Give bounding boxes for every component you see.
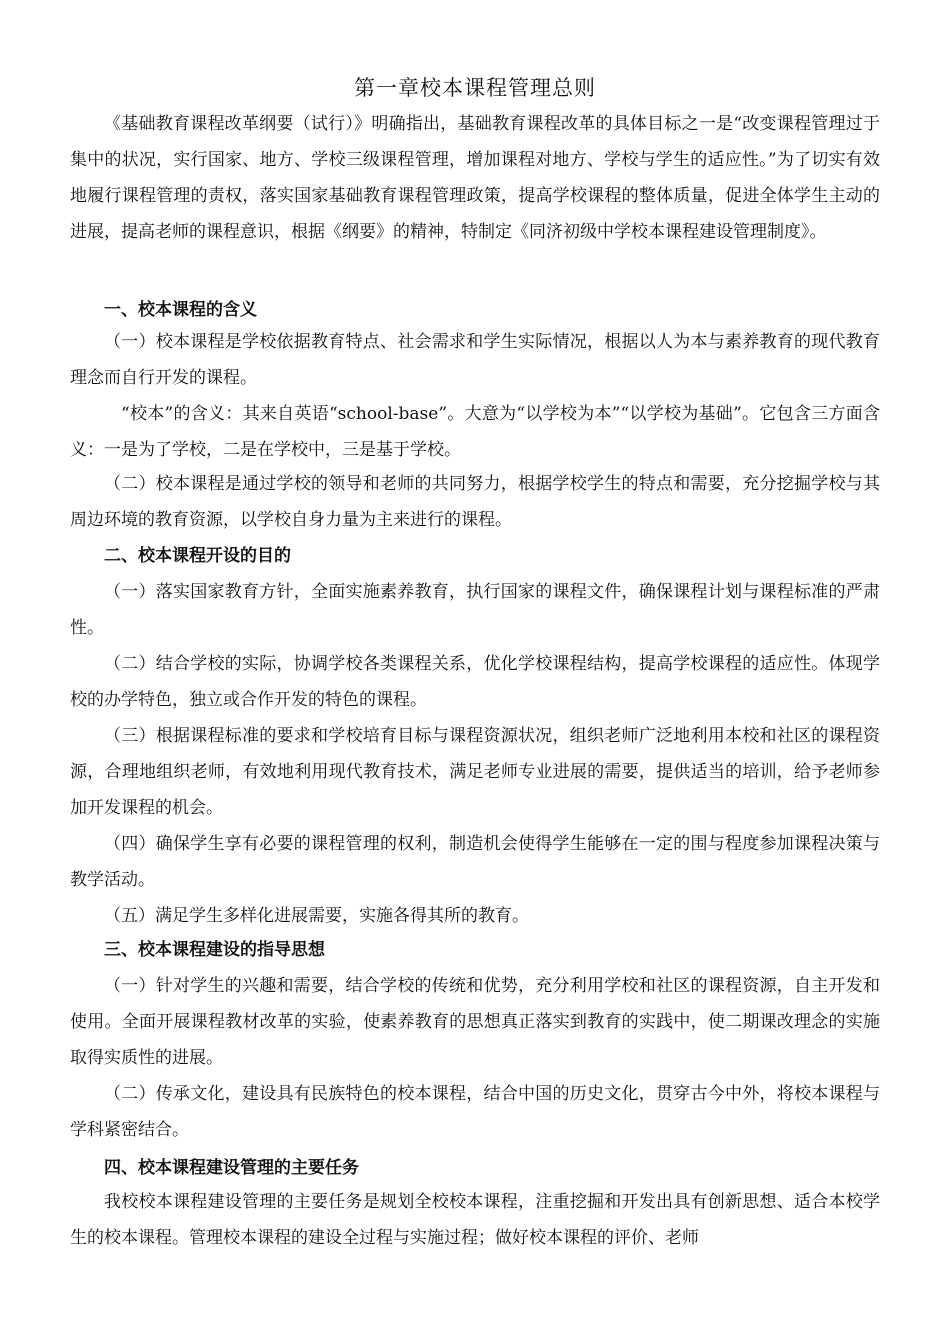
section-1-paragraph-1: （一）校本课程是学校依据教育特点、社会需求和学生实际情况，根据以人为本与素养教育的现代教育理念而自行开发的课程。 (70, 332, 880, 388)
section-3-paragraph-1: （一）针对学生的兴趣和需要，结合学校的传统和优势，充分利用学校和社区的课程资源，自主开发和使用。全面开展课程教材改革的实验，使素养教育的思想真正落实到教育的实践中，使二期课改理念的实施取得实质性的进展。 (70, 976, 880, 1068)
chapter-title: 第一章校本课程管理总则 (354, 76, 596, 100)
section-2-paragraph-2: （二）结合学校的实际，协调学校各类课程关系，优化学校课程结构，提高学校课程的适应性。体现学校的办学特色，独立或合作开发的特色的课程。 (70, 654, 880, 710)
section-1-heading: 一、校本课程的含义 (104, 300, 257, 320)
section-4-paragraph-1: 我校校本课程建设管理的主要任务是规划全校校本课程，注重挖掘和开发出具有创新思想、适合本校学生的校本课程。管理校本课程的建设全过程与实施过程；做好校本课程的评价、老师 (70, 1192, 880, 1248)
section-1-paragraph-3: （二）校本课程是通过学校的领导和老师的共同努力，根据学校学生的特点和需要，充分挖掘学校与其周边环境的教育资源，以学校自身力量为主来进行的课程。 (70, 474, 880, 530)
section-4-heading: 四、校本课程建设管理的主要任务 (104, 1158, 359, 1178)
section-3-paragraph-2: （二）传承文化，建设具有民族特色的校本课程，结合中国的历史文化，贯穿古今中外，将校本课程与学科紧密结合。 (70, 1084, 880, 1140)
section-2-paragraph-1: （一）落实国家教育方针，全面实施素养教育，执行国家的课程文件，确保课程计划与课程标准的严肃性。 (70, 582, 880, 638)
section-2-paragraph-4: （四）确保学生享有必要的课程管理的权利，制造机会使得学生能够在一定的围与程度参加课程决策与教学活动。 (70, 834, 880, 890)
section-2-paragraph-3: （三）根据课程标准的要求和学校培育目标与课程资源状况，组织老师广泛地利用本校和社区的课程资源，合理地组织老师，有效地利用现代教育技术，满足老师专业进展的需要，提供适当的培训，给予老师参加开发课程的机会。 (70, 726, 880, 818)
section-3-heading: 三、校本课程建设的指导思想 (104, 940, 325, 960)
section-2-paragraph-5: （五）满足学生多样化进展需要，实施各得其所的教育。 (104, 906, 529, 926)
section-1-paragraph-2: “校本”的含义：其来自英语“school-base”。大意为“以学校为本”“以学校为基础”。它包含三方面含义：一是为了学校，二是在学校中，三是基于学校。 (70, 404, 880, 460)
intro-paragraph: 《基础教育课程改革纲要（试行）》明确指出，基础教育课程改革的具体目标之一是“改变课程管理过于集中的状况，实行国家、地方、学校三级课程管理，增加课程对地方、学校与学生的适应性。”为了切实有效地履行课程管理的责权，落实国家基础教育课程管理政策，提高学校课程的整体质量，促进全体学生主动的进展，提高老师的课程意识，根据《纲要》的精神，特制定《同济初级中学校本课程建设管理制度》。 (70, 114, 880, 242)
section-2-heading: 二、校本课程开设的目的 (104, 546, 291, 566)
